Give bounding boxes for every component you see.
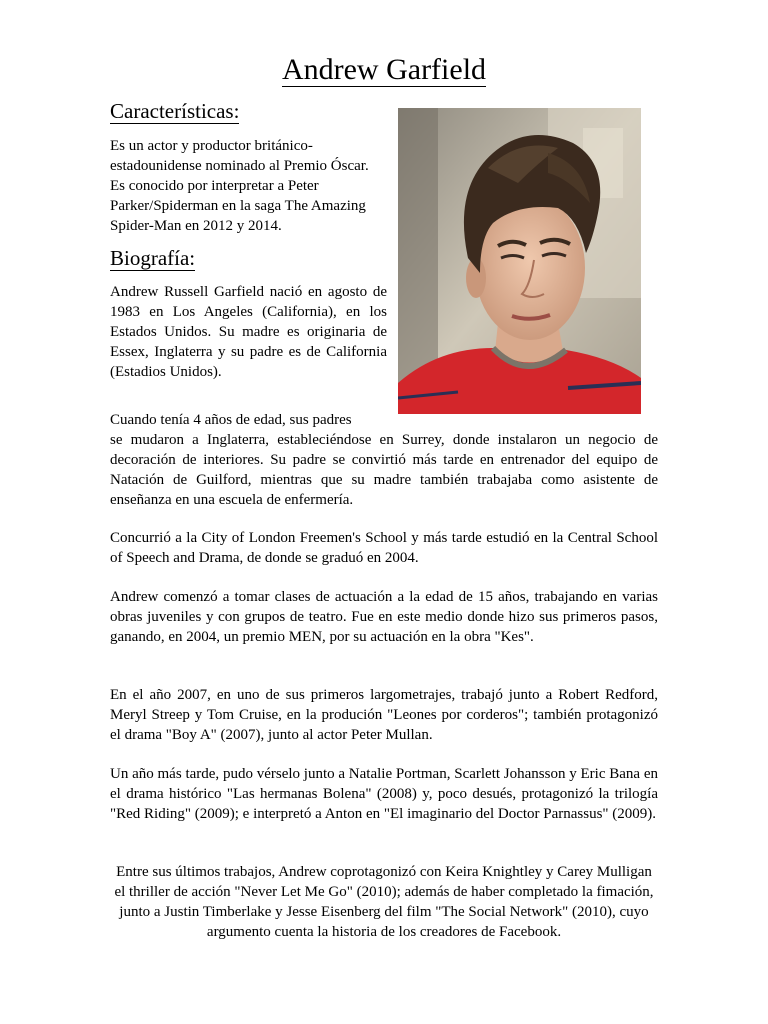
portrait-photo — [398, 108, 641, 414]
paragraph-biografia-6: Entre sus últimos trabajos, Andrew coprotagonizó con Keira Knightley y Carey Mulligan el thriller de acción "Never Let Me Go" (2010); además de haber completado la fimación, junto a Justin Timberlake y Jesse Eisenberg del film "The Social Network" (2010), cuyo argumento cuenta la historia de los creadores de Facebook. — [114, 864, 654, 940]
paragraph-biografia-intro: Andrew Russell Garfield nació en agosto de 1983 en Los Angeles (California), en los Estados Unidos. Su madre es originaria de Essex, Inglaterra y su padre es de California (Estadios Unidos). — [110, 284, 387, 380]
paragraph-biografia-3: Andrew comenzó a tomar clases de actuación a la edad de 15 años, trabajando en varias obras juveniles y con grupos de teatro. Fue en este medio donde hizo sus primeros pasos, ganando, en 2004, un premio MEN, por su actuación en la obra "Kes". — [110, 589, 658, 645]
title-text: Andrew Garfield — [281, 53, 487, 86]
document-title — [0, 52, 768, 88]
paragraph-biografia-1-first-line: Cuando tenía 4 años de edad, sus padres — [110, 412, 352, 428]
paragraph-biografia-5: Un año más tarde, pudo vérselo junto a Natalie Portman, Scarlett Johansson y Eric Bana en el drama histórico "Las hermanas Bolena" (2008) y, poco desués, protagonizó la trilogía "Red Riding" (2009); e interpretó a Anton en "El imaginario del Doctor Parnassus" (2009). — [110, 766, 658, 822]
heading-caracteristicas — [110, 98, 239, 124]
heading-caracteristicas-text: Características: — [110, 99, 240, 123]
paragraph-biografia-1: se mudaron a Inglaterra, estableciéndose en Surrey, donde instalaron un negocio de decoración de interiores. Su padre se convirtió más tarde en entrenador del equipo de Natación de Guilford, mientras que su madre también trabajaba como asistente de enseñanza en una escuela de enfermería. — [110, 432, 658, 508]
heading-biografia-text: Biografía: — [110, 246, 196, 270]
paragraph-biografia-2: Concurrió a la City of London Freemen's School y más tarde estudió en la Central School of Speech and Drama, de donde se graduó en 2004. — [110, 530, 658, 566]
paragraph-biografia-4: En el año 2007, en uno de sus primeros largometrajes, trabajó junto a Robert Redford, Meryl Streep y Tom Cruise, en la produción "Leones por corderos"; también protagonizó el drama "Boy A" (2007), junto al actor Peter Mullan. — [110, 687, 658, 743]
heading-biografia — [110, 245, 195, 271]
portrait-illustration — [398, 108, 641, 414]
paragraph-caracteristicas: Es un actor y productor británico-estadounidense nominado al Premio Óscar. Es conocido por interpretar a Peter Parker/Spiderman en la saga The Amazing Spider-Man en 2012 y 2014. — [110, 138, 369, 234]
